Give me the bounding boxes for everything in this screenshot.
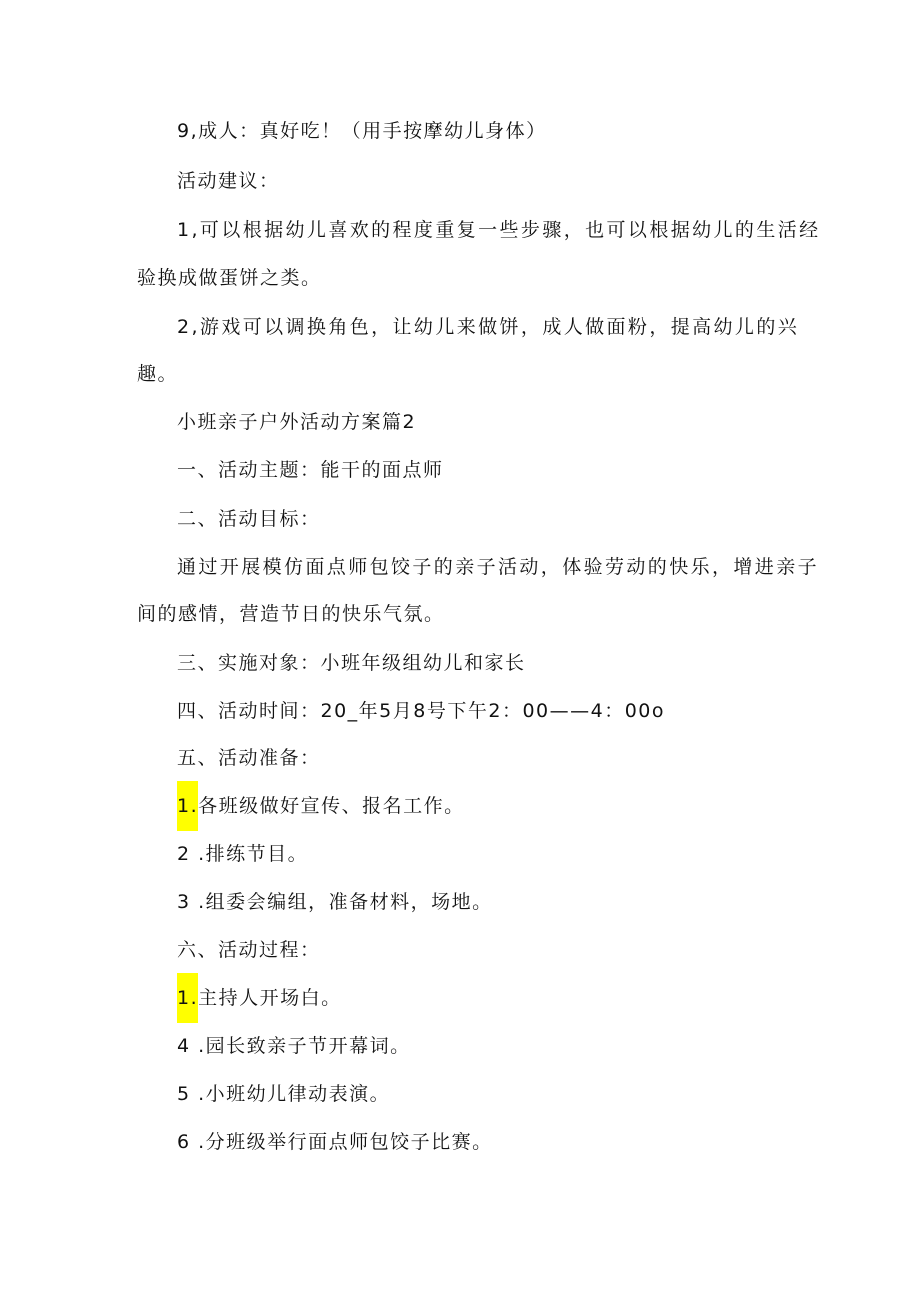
highlighted-list-marker: 1. <box>177 973 198 1023</box>
process-item-6: 6 .分班级举行面点师包饺子比赛。 <box>177 1131 493 1153</box>
process-item-5: 5 .小班幼儿律动表演。 <box>177 1083 391 1105</box>
suggestion-1-line-1: 1,可以根据幼儿喜欢的程度重复一些步骤，也可以根据幼儿的生活经 <box>177 219 821 241</box>
heading-process: 六、活动过程： <box>177 939 321 961</box>
activity-theme: 一、活动主题：能干的面点师 <box>177 459 444 481</box>
goals-line-1: 通过开展模仿面点师包饺子的亲子活动，体验劳动的快乐，增进亲子 <box>177 556 820 578</box>
heading-activity-goals: 二、活动目标： <box>177 508 321 530</box>
section-title: 小班亲子户外活动方案篇2 <box>177 411 417 433</box>
preparation-item-3: 3 .组委会编组，准备材料，场地。 <box>177 891 493 913</box>
target-participants: 三、实施对象：小班年级组幼儿和家长 <box>177 652 526 674</box>
activity-time: 四、活动时间：20_年5月8号下午2：00——4：00o <box>177 700 666 722</box>
paragraph-step-9: 9,成人：真好吃！（用手按摩幼儿身体） <box>177 120 547 142</box>
highlighted-list-marker: 1. <box>177 781 198 831</box>
heading-preparation: 五、活动准备： <box>177 747 321 769</box>
suggestion-1-line-2: 验换成做蛋饼之类。 <box>137 267 322 289</box>
suggestion-2-line-2: 趣。 <box>137 363 179 385</box>
heading-activity-suggestions: 活动建议： <box>177 170 280 192</box>
preparation-item-2: 2 .排练节目。 <box>177 843 309 865</box>
process-item-1 <box>177 986 342 1010</box>
goals-line-2: 间的感情，营造节日的快乐气氛。 <box>137 603 445 625</box>
preparation-item-1-text: 各班级做好宣传、报名工作。 <box>198 795 465 817</box>
suggestion-2-line-1: 2,游戏可以调换角色，让幼儿来做饼，成人做面粉，提高幼儿的兴 <box>177 316 800 338</box>
process-item-4: 4 .园长致亲子节开幕词。 <box>177 1035 411 1057</box>
preparation-item-1 <box>177 794 465 818</box>
process-item-1-text: 主持人开场白。 <box>198 987 342 1009</box>
